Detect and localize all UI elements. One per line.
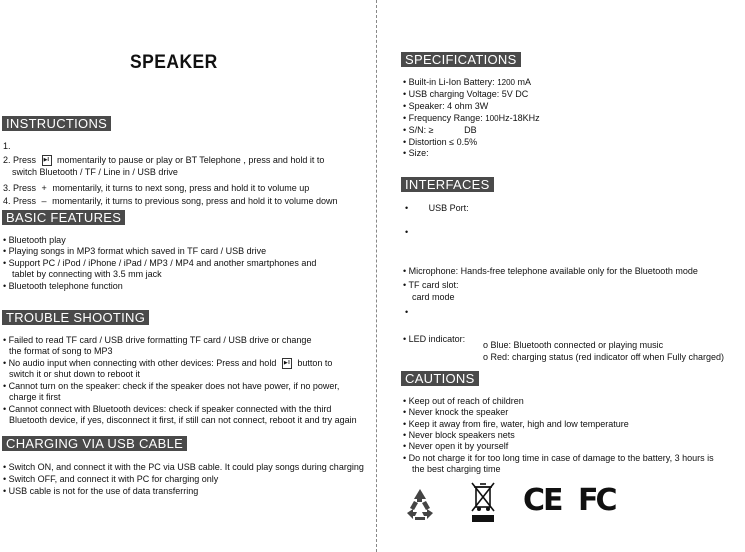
interface-usb-bullet: • — [405, 203, 409, 213]
recycle-icon — [402, 486, 438, 522]
charging-item-1: • Switch ON, and connect it with the PC via USB cable. It could play songs during charging — [3, 462, 364, 472]
instruction-3-text: momentarily, it turns to next song, press and hold it to volume up — [52, 183, 310, 193]
specifications-header: SPECIFICATIONS — [401, 52, 521, 67]
basic-item-1: • Bluetooth play — [3, 235, 66, 245]
charging-header: CHARGING VIA USB CABLE — [2, 436, 187, 451]
interfaces-header: INTERFACES — [401, 177, 494, 192]
led-blue: o Blue: Bluetooth connected or playing music — [483, 340, 664, 350]
instruction-4-prefix: 4. Press — [3, 196, 37, 206]
spec-voltage: • USB charging Voltage: 5V DC — [403, 89, 529, 99]
spec-sn-unit: DB — [464, 125, 477, 135]
interface-bullet-5: • — [405, 307, 409, 317]
caution-6: • Do not charge it for too long time in case of damage to the battery, 3 hours is — [403, 453, 714, 463]
basic-item-3-cont: tablet by connecting with 3.5 mm jack — [12, 269, 162, 279]
instruction-3 — [3, 183, 309, 194]
trouble-shooting-header: TROUBLE SHOOTING — [2, 310, 149, 325]
spec-frequency-unit: Hz-18KHz — [498, 113, 540, 123]
spec-frequency — [403, 113, 540, 124]
interface-tf-mode — [412, 292, 455, 303]
trouble-item-4-cont: Bluetooth device, if yes, disconnect it first, if still can not connect, reboot it and try again — [9, 415, 357, 425]
interface-usb-label: USB Port: — [428, 203, 469, 213]
charging-item-3: • USB cable is not for the use of data transferring — [3, 486, 199, 496]
spec-size: • Size: — [403, 148, 429, 158]
instruction-4-text: momentarily, it turns to previous song, press and hold it to volume down — [52, 196, 338, 206]
instruction-3-prefix: 3. Press — [3, 183, 37, 193]
trouble-item-4: • Cannot connect with Bluetooth devices: check if speaker connected with the third — [3, 404, 332, 414]
ce-mark-logo: CE — [523, 483, 562, 518]
interface-tf-slot: • TF card slot: — [403, 280, 459, 290]
minus-icon: – — [41, 196, 47, 206]
interface-tf-mode-text: mode — [432, 292, 455, 302]
instruction-2-cont: switch Bluetooth / TF / Line in / USB drive — [12, 167, 178, 177]
weee-bin-icon — [470, 480, 496, 524]
caution-4: • Never block speakers nets — [403, 430, 515, 440]
spec-battery — [403, 77, 531, 88]
caution-2: • Never knock the speaker — [403, 407, 509, 417]
spec-battery-label: • Built-in Li-Ion Battery: — [403, 77, 495, 87]
basic-item-2: • Playing songs in MP3 format which saved in TF card / USB drive — [3, 246, 267, 256]
interface-tf-card: card — [412, 292, 430, 302]
instruction-2-text: momentarily to pause or play or BT Telephone , press and hold it to — [57, 155, 325, 165]
led-red: o Red: charging status (red indicator off when Fully charged) — [483, 352, 724, 362]
spec-distortion: • Distortion ≤ 0.5% — [403, 137, 478, 147]
caution-3: • Keep it away from fire, water, high and low temperature — [403, 419, 629, 429]
spec-speaker: • Speaker: 4 ohm 3W — [403, 101, 489, 111]
interface-led: • LED indicator: — [403, 334, 466, 344]
interface-microphone: • Microphone: Hands-free telephone available only for the Bluetooth mode — [403, 266, 698, 276]
trouble-item-2 — [3, 358, 332, 369]
play-pause-icon: ▶‖ — [282, 358, 292, 369]
basic-features-header: BASIC FEATURES — [2, 210, 125, 225]
page-divider — [376, 0, 377, 552]
fc-mark-logo: FC — [578, 483, 615, 518]
instruction-2 — [3, 155, 324, 166]
trouble-item-2-text: • No audio input when connecting with other devices: Press and hold — [3, 358, 277, 368]
caution-1: • Keep out of reach of children — [403, 396, 524, 406]
charging-item-2: • Switch OFF, and connect it with PC for charging only — [3, 474, 219, 484]
play-pause-icon: ▶‖ — [42, 155, 52, 166]
trouble-item-1: • Failed to read TF card / USB drive formatting TF card / USB drive or change — [3, 335, 312, 345]
interface-usb — [405, 203, 469, 214]
instruction-2-prefix: 2. Press — [3, 155, 37, 165]
instruction-4 — [3, 196, 338, 207]
basic-item-4: • Bluetooth telephone function — [3, 281, 123, 291]
plus-icon: + — [41, 183, 47, 193]
caution-5: • Never open it by yourself — [403, 441, 509, 451]
trouble-item-2-suffix: button to — [297, 358, 333, 368]
trouble-item-2-cont: switch it or shut down to reboot it — [9, 369, 141, 379]
spec-frequency-label: • Frequency Range: — [403, 113, 483, 123]
interface-bullet-2: • — [405, 227, 409, 237]
spec-sn — [403, 125, 477, 136]
caution-6-cont: the best charging time — [412, 464, 501, 474]
spec-frequency-value: 100 — [485, 114, 499, 123]
trouble-item-3-cont: charge it first — [9, 392, 61, 402]
spec-sn-label: • S/N: ≥ — [403, 125, 434, 135]
cautions-header: CAUTIONS — [401, 371, 479, 386]
instructions-header: INSTRUCTIONS — [2, 116, 111, 131]
basic-item-3: • Support PC / iPod / iPhone / iPad / MP3 / MP4 and another smartphones and — [3, 258, 317, 268]
spec-battery-unit: mA — [517, 77, 532, 87]
spec-battery-value: 1200 — [497, 78, 515, 87]
trouble-item-3: • Cannot turn on the speaker: check if the speaker does not have power, if no power, — [3, 381, 340, 391]
page-title: SPEAKER — [130, 52, 218, 73]
instruction-1: 1. — [3, 141, 11, 151]
trouble-item-1-cont: the format of song to MP3 — [9, 346, 113, 356]
